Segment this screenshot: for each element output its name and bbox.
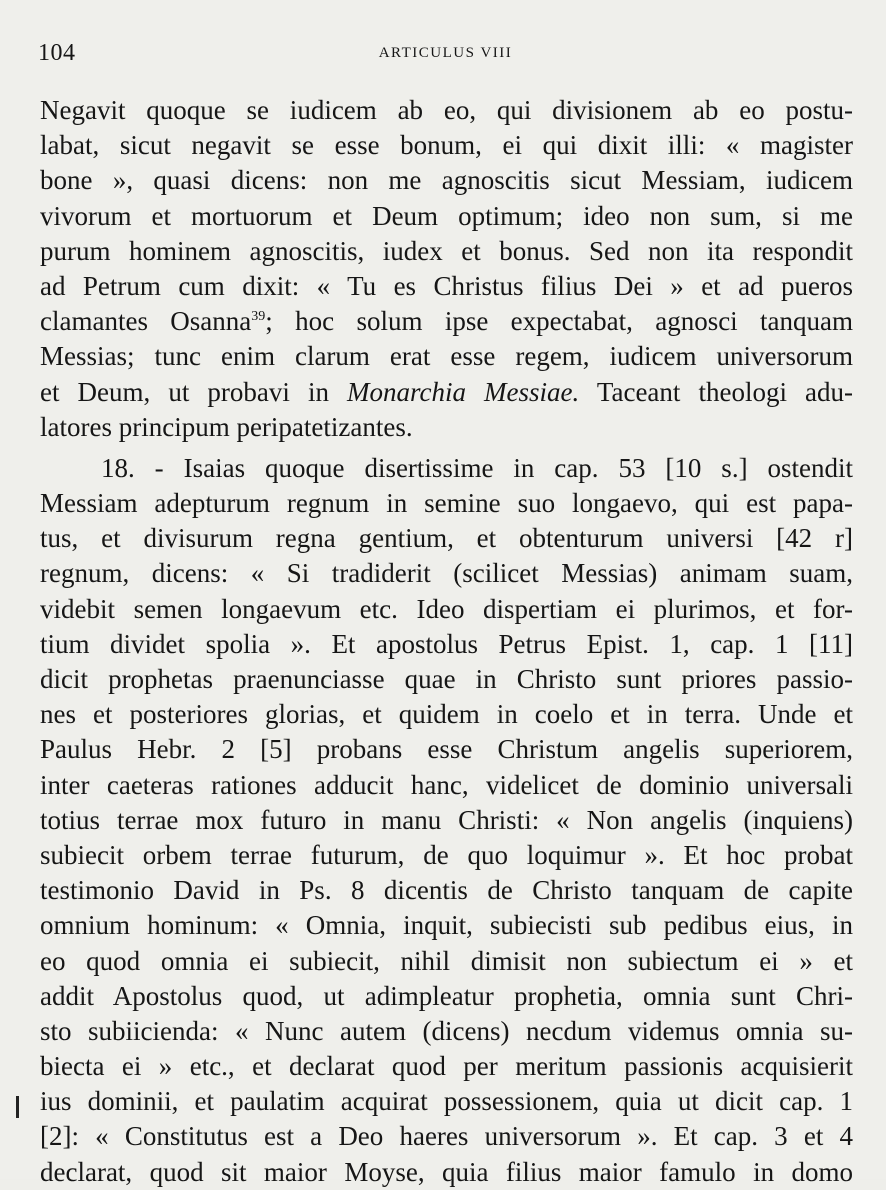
- text-line: totius terrae mox futuro in manu Christi: « Non angelis (inquiens): [40, 804, 853, 835]
- text-segment: ; hoc solum ipse expectabat, agnosci tanquam: [265, 306, 854, 337]
- text-line: sto subiicienda: « Nunc autem (dicens) necdum videmus omnia su-: [40, 1015, 853, 1046]
- text-line: ad Petrum cum dixit: « Tu es Christus filius Dei » et ad pueros: [40, 270, 853, 301]
- running-head: ARTICULUS VIII: [378, 45, 513, 61]
- text-line: [40, 375, 853, 410]
- text-line: purum hominem agnoscitis, iudex et bonus. Sed non ita respondit: [40, 235, 853, 266]
- text-line: [2]: « Constitutus est a Deo haeres universorum ». Et cap. 3 et 4: [40, 1121, 853, 1152]
- text-line: tus, et divisurum regna gentium, et obtenturum universi [42 r]: [40, 523, 853, 554]
- text-segment: Taceant theologi adu-: [579, 376, 853, 407]
- text-line: labat, sicut negavit se esse bonum, ei qui dixit illi: « magister: [40, 130, 853, 161]
- text-line: tium dividet spolia ». Et apostolus Petrus Epist. 1, cap. 1 [11]: [40, 628, 853, 659]
- text-line: Messias; tunc enim clarum erat esse regem, iudicem universorum: [40, 341, 853, 372]
- text-line: omnium hominum: « Omnia, inquit, subiecisti sub pedibus eius, in: [40, 910, 853, 941]
- italic-title: Monarchia Messiae.: [347, 376, 580, 407]
- footnote-marker: 39: [251, 309, 266, 325]
- text-line: testimonio David in Ps. 8 dicentis de Christo tanquam de capite: [40, 875, 853, 906]
- text-line: videbit semen longaevum etc. Ideo dispertiam ei plurimos, et for-: [40, 593, 853, 624]
- text-line: bone », quasi dicens: non me agnoscitis sicut Messiam, iudicem: [40, 165, 853, 196]
- page-header: [38, 40, 853, 70]
- body-text: [40, 93, 853, 1190]
- text-line: regnum, dicens: « Si tradiderit (scilicet Messias) animam suam,: [40, 558, 853, 589]
- text-line: vivorum et mortuorum et Deum optimum; ideo non sum, si me: [40, 200, 853, 231]
- text-line: nes et posteriores glorias, et quidem in coelo et in terra. Unde et: [40, 699, 853, 730]
- text-line: Paulus Hebr. 2 [5] probans esse Christum angelis superiorem,: [40, 734, 853, 765]
- text-line: biecta ei » etc., et declarat quod per meritum passionis acquisierit: [40, 1051, 853, 1082]
- text-line: ius dominii, et paulatim acquirat possessionem, quia ut dicit cap. 1: [40, 1086, 853, 1117]
- text-line: latores principum peripatetizantes.: [40, 411, 413, 442]
- text-segment: clamantes Osanna: [40, 306, 252, 337]
- text-line: subiecit orbem terrae futurum, de quo loquimur ». Et hoc probat: [40, 839, 853, 870]
- text-line: Messiam adepturum regnum in semine suo longaevo, qui est papa-: [40, 488, 853, 519]
- page-number: 104: [38, 40, 76, 66]
- text-line: declarat, quod sit maior Moyse, quia filius maior famulo in domo: [40, 1156, 853, 1187]
- margin-mark: [16, 1096, 19, 1118]
- text-line: eo quod omnia ei subiecit, nihil dimisit non subiectum ei » et: [40, 945, 853, 976]
- text-line: Negavit quoque se iudicem ab eo, qui divisionem ab eo postu-: [40, 95, 853, 125]
- text-line: inter caeteras rationes adducit hanc, videlicet de dominio universali: [40, 769, 853, 800]
- text-segment: et Deum, ut probavi in: [40, 376, 348, 407]
- text-line: [40, 304, 853, 339]
- text-line: addit Apostolus quod, ut adimpleatur prophetia, omnia sunt Chri-: [40, 980, 853, 1011]
- paragraph-18-start: 18. - Isaias quoque disertissime in cap. 53 [10 s.] ostendit: [101, 452, 853, 483]
- text-line: dicit prophetas praenunciasse quae in Christo sunt priores passio-: [40, 664, 853, 694]
